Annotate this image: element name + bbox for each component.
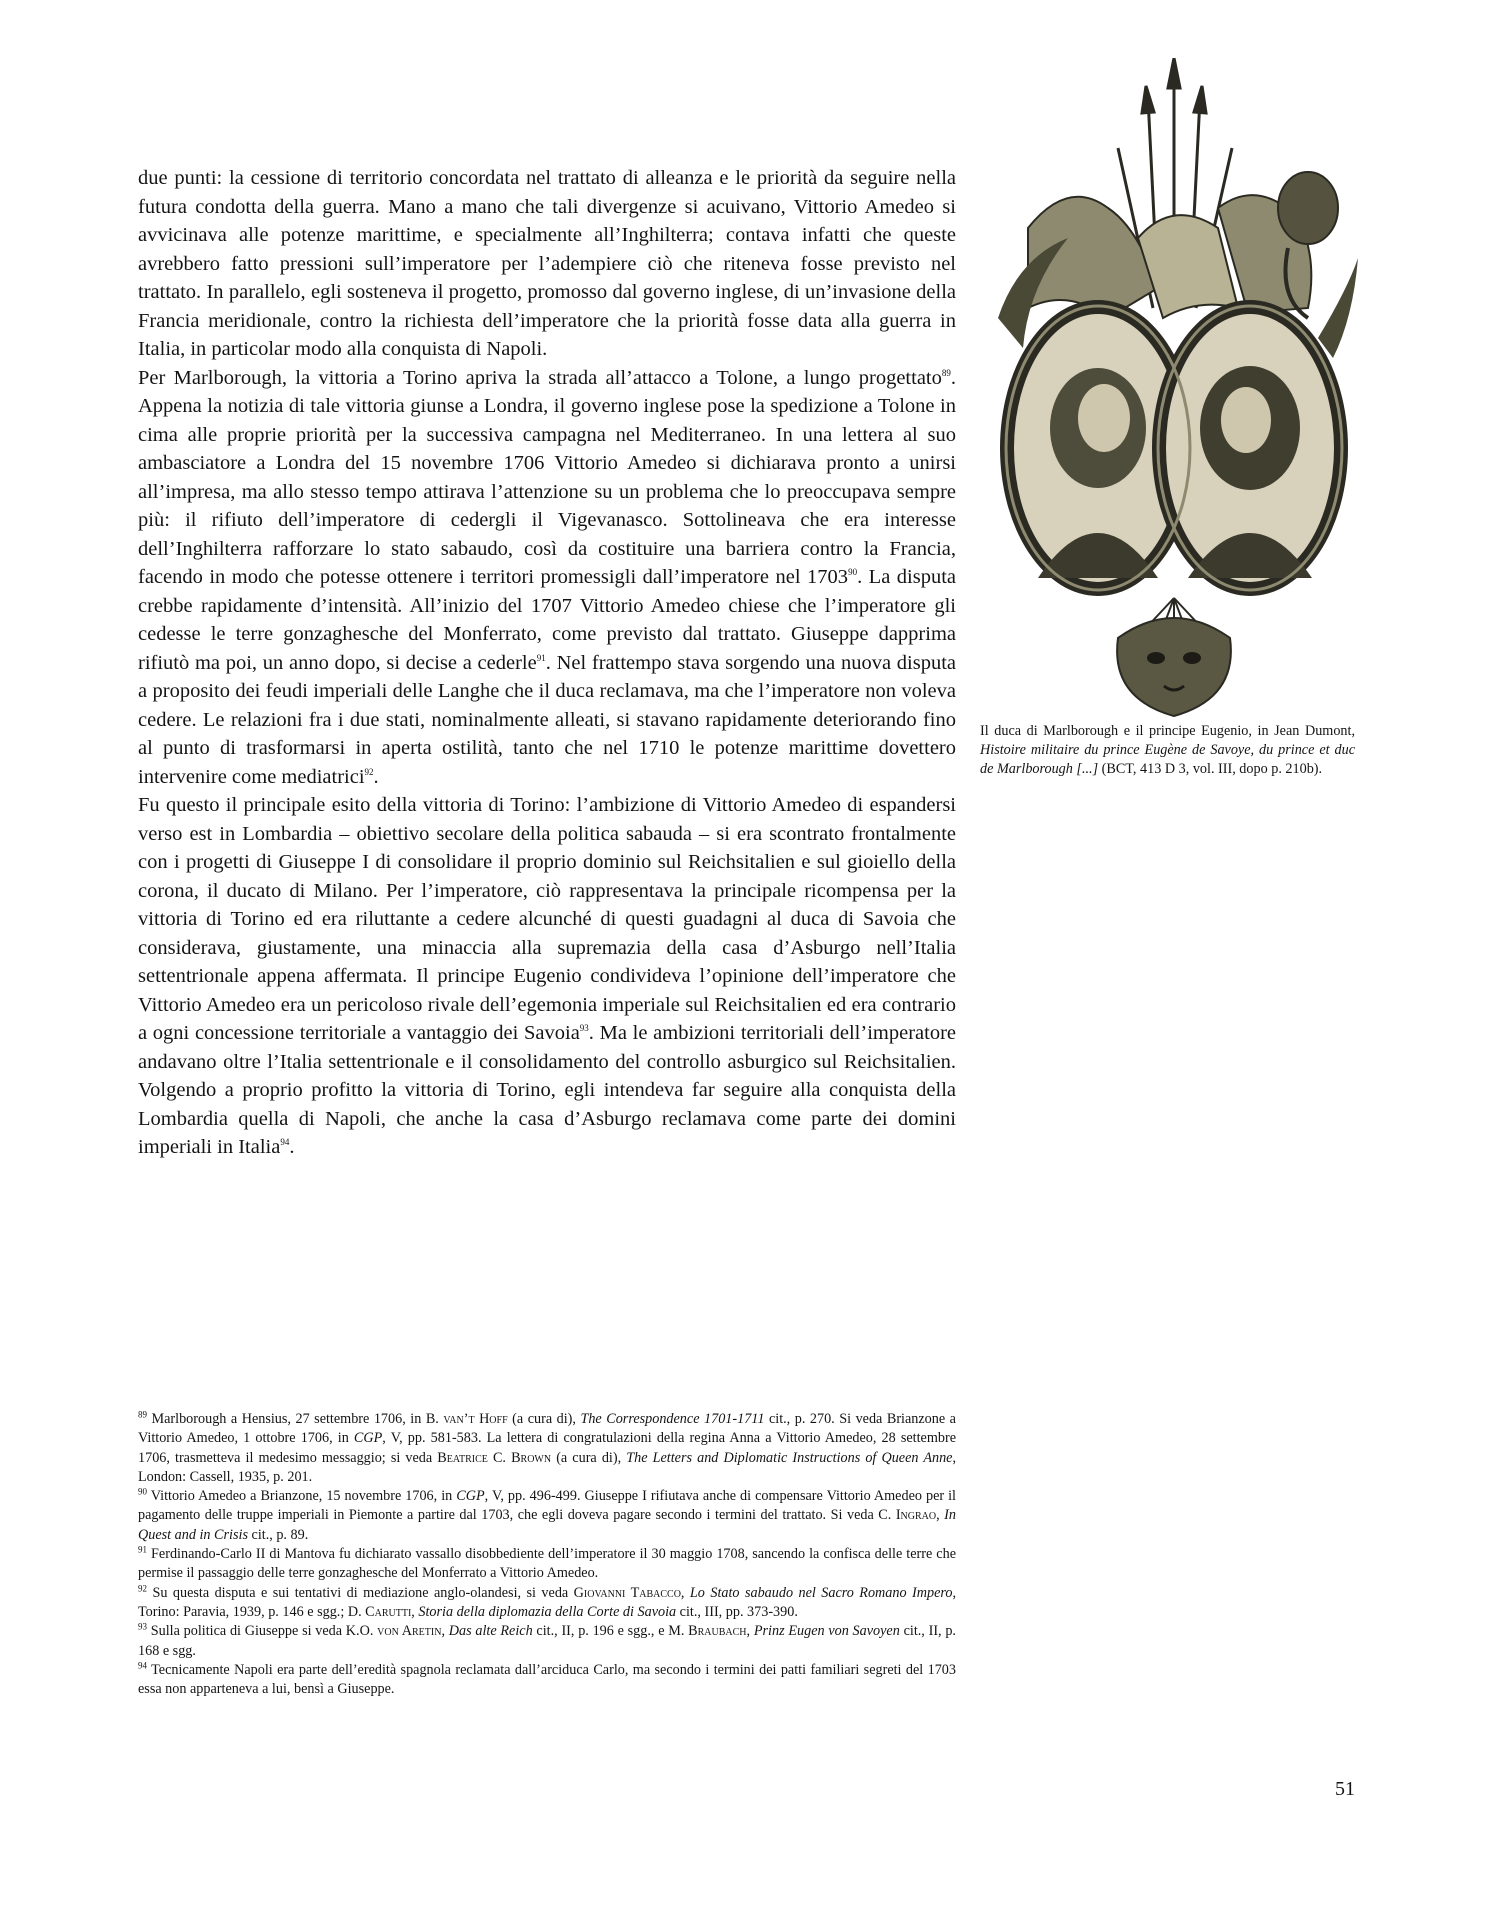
text-run: , bbox=[441, 1623, 449, 1640]
text-run: cit., III, pp. 373-390. bbox=[676, 1603, 798, 1620]
footnote-ref: 92 bbox=[364, 766, 374, 777]
text-run: , bbox=[746, 1623, 754, 1640]
text-run: (a cura di), bbox=[551, 1449, 627, 1466]
footnote-ref: 90 bbox=[848, 567, 858, 578]
author-name: Ingrao bbox=[895, 1507, 937, 1524]
author-name: Beatrice bbox=[437, 1449, 488, 1466]
text-run: Fu questo il principale esito della vittoria di Torino: l’ambizione di Vittorio Amedeo di espandersi verso est in Lombardia – obiettivo secolare della politica sabauda – si era scontrato frontalmente con i progetti di Giuseppe I di consolidare il proprio dominio sul Reichsitalien e sul gioiello della corona, il ducato di Milano. Per l’imperatore, ciò rappresentava la principale ricompensa per la vittoria di Torino ed era riluttante a cedere alcunché di questi guadagni al duca di Savoia che considerava, giustamente, una minaccia alla supremazia della casa d’Asburgo nell’Italia settentrionale appena affermata. Il principe Eugenio condivideva l’opinione dell’imperatore che Vittorio Amedeo era un pericoloso rivale dell’egemonia imperiale sul Reichsitalien ed era contrario a ogni concessione territoriale a vantaggio dei Savoia bbox=[138, 794, 956, 1044]
text-run: Il duca di Marlborough e il principe Eugenio, in Jean Dumont, bbox=[980, 723, 1355, 739]
author-name: Giovanni Tabacco bbox=[573, 1584, 681, 1601]
italic-text: CGP bbox=[456, 1488, 485, 1505]
footnote-ref: 94 bbox=[280, 1137, 290, 1148]
footnote bbox=[138, 1545, 956, 1584]
text-run: Sulla politica di Giuseppe si veda K.O. bbox=[147, 1623, 378, 1640]
footnote bbox=[138, 1622, 956, 1661]
figure-caption bbox=[980, 722, 1355, 779]
footnote-ref: 89 bbox=[941, 367, 951, 378]
text-run: , Torino: Paravia, 1939, p. 146 e sgg.; D. bbox=[138, 1584, 957, 1620]
text-run: cit., II, p. 168 e sgg. bbox=[138, 1623, 956, 1659]
text-run: (a cura di), bbox=[507, 1411, 581, 1427]
italic-text: The Letters and Diplomatic Instructions of Queen Anne bbox=[626, 1449, 953, 1466]
italic-text: Histoire militaire du prince Eugène de Savoye, du prince et duc de Marlborough [...] bbox=[980, 742, 1355, 777]
footnote-ref: 91 bbox=[536, 652, 546, 663]
italic-text: Lo Stato sabaudo nel Sacro Romano Impero bbox=[689, 1584, 953, 1601]
text-run: Per Marlborough, la vittoria a Torino apriva la strada all’attacco a Tolone, a lungo progettato bbox=[138, 366, 942, 389]
text-run: , bbox=[680, 1584, 690, 1601]
footnote-ref: 93 bbox=[138, 1621, 147, 1632]
text-run: . bbox=[289, 1136, 295, 1158]
italic-text: Storia della diplomazia della Corte di Savoia bbox=[418, 1603, 677, 1620]
paragraph bbox=[138, 791, 956, 1162]
text-run: , V, pp. 496-499. Giuseppe I rifiutava anche di compensare Vittorio Amedeo per il pagamento delle truppe imperiali in Piemonte a partire dal 1703, che egli doveva pagare secondo i termini del trattato. Si veda C. bbox=[138, 1488, 956, 1524]
author-name: van’t Hoff bbox=[443, 1411, 508, 1427]
footnote-ref: 93 bbox=[579, 1023, 589, 1034]
italic-text: The Correspondence 1701-1711 bbox=[580, 1411, 765, 1427]
text-run: , bbox=[936, 1507, 945, 1524]
text-run: Marlborough a Hensius, 27 settembre 1706, in B. bbox=[147, 1411, 444, 1427]
footnote-ref: 90 bbox=[138, 1486, 147, 1497]
text-run: Su questa disputa e sui tentativi di mediazione anglo-olandesi, si veda bbox=[147, 1584, 574, 1601]
italic-text: In Quest and in Crisis bbox=[138, 1507, 956, 1543]
italic-text: Prinz Eugen von Savoyen bbox=[753, 1623, 900, 1640]
text-run: cit., II, p. 196 e sgg., e M. bbox=[532, 1623, 689, 1640]
main-text bbox=[138, 164, 956, 1162]
footnote-ref: 92 bbox=[138, 1582, 147, 1593]
text-run: , bbox=[411, 1603, 419, 1620]
author-name: von Aretin bbox=[377, 1623, 442, 1640]
italic-text: Das alte Reich bbox=[448, 1623, 533, 1640]
author-name: Carutti bbox=[365, 1603, 412, 1620]
text-run: . Nel frattempo stava sorgendo una nuova disputa a proposito dei feudi imperiali delle Langhe che il duca reclamava, ma che l’imperatore non voleva cedere. Le relazioni fra i due stati, nominalmente alleati, si stavano rapidamente deteriorando fino al punto di trasformarsi in aperta ostilità, tanto che nel 1710 le potenze marittime dovettero intervenire come mediatrici bbox=[138, 651, 956, 788]
text-run: , V, pp. 581-583. La lettera di congratulazioni della regina Anna a Vittorio Amedeo, 28 settembre 1706, trasmetteva il medesimo messaggio; si veda bbox=[138, 1430, 956, 1466]
text-run: . La disputa crebbe rapidamente d’intensità. All’inizio del 1707 Vittorio Amedeo chiese che l’imperatore gli cedesse le terre gonzaghesche del Monferrato, come previsto dal trattato. Giuseppe dapprima rifiutò ma poi, un anno dopo, si decise a cederle bbox=[138, 566, 957, 674]
text-run: . bbox=[373, 765, 379, 788]
paragraph bbox=[138, 164, 956, 364]
text-run: cit., p. 89. bbox=[247, 1526, 309, 1543]
italic-text: CGP bbox=[353, 1430, 383, 1447]
paragraph bbox=[138, 364, 956, 792]
text-run: C. bbox=[487, 1449, 512, 1466]
text-run: Tecnicamente Napoli era parte dell’eredità spagnola reclamata dall’arciduca Carlo, ma secondo i termini dei patti familiari segreti del 1703 essa non apparteneva a lui, bensì a Giuseppe. bbox=[138, 1661, 956, 1698]
text-run: Vittorio Amedeo a Brianzone, 15 novembre 1706, in bbox=[147, 1488, 457, 1505]
author-name: Brown bbox=[511, 1449, 552, 1466]
footnote bbox=[138, 1487, 956, 1545]
footnote-ref: 89 bbox=[138, 1409, 147, 1420]
engraving-portraits-icon bbox=[988, 58, 1360, 718]
footnote bbox=[138, 1584, 956, 1623]
text-run: (BCT, 413 D 3, vol. III, dopo p. 210b). bbox=[1098, 761, 1323, 777]
author-name: Braubach bbox=[688, 1623, 747, 1640]
text-run: . Appena la notizia di tale vittoria giunse a Londra, il governo inglese pose la spedizione a Tolone in cima alle proprie priorità per la successiva campagna nel Mediterraneo. In una lettera al suo ambasciatore a Londra del 15 novembre 1706 Vittorio Amedeo si dichiarava pronto a unirsi all’impresa, ma allo stesso tempo attirava l’attenzione su un problema che lo preoccupava sempre più: il rifiuto dell’imperatore di cedergli il Vigevanasco. Sottolineava che era interesse dell’Inghilterra rafforzare lo stato sabaudo, così da costituire una barriera contro la Francia, facendo in modo che potesse ottenere i territori promessigli dall’imperatore nel 1703 bbox=[138, 366, 956, 588]
footnote bbox=[138, 1410, 956, 1487]
page-number: 51 bbox=[1335, 1778, 1355, 1800]
footnote-ref: 91 bbox=[138, 1544, 147, 1555]
text-run: due punti: la cessione di territorio concordata nel trattato di alleanza e le priorità da seguire nella futura condotta della guerra. Mano a mano che tali divergenze si acuivano, Vittorio Amedeo si avvicinava alle potenze marittime, e specialmente all’Inghilterra; contava infatti che queste avrebbero fatto pressioni sull’imperatore per l’adempiere ciò che riteneva fosse previsto nel trattato. In parallelo, egli sosteneva il progetto, promosso dal governo inglese, di un’invasione della Francia meridionale, contro la richiesta dell’imperatore che la priorità fosse data alla guerra in Italia, in particolar modo alla conquista di Napoli. bbox=[138, 167, 956, 360]
footnote-ref: 94 bbox=[138, 1660, 147, 1671]
footnotes bbox=[138, 1410, 956, 1699]
footnote bbox=[138, 1661, 956, 1700]
text-run: . Ma le ambizioni territoriali dell’imperatore andavano oltre l’Italia settentrionale e il consolidamento del controllo asburgico sul Reichsitalien. Volgendo a proprio profitto la vittoria di Torino, egli intendeva far seguire alla conquista della Lombardia quella di Napoli, che anche la casa d’Asburgo reclamava come parte dei domini imperiali in Italia bbox=[138, 1022, 956, 1158]
text-run: cit., p. 270. Si veda Brianzone a Vittorio Amedeo, 1 ottobre 1706, in bbox=[138, 1411, 956, 1447]
text-run: Ferdinando-Carlo II di Mantova fu dichiarato vassallo disobbediente dell’imperatore il 30 maggio 1708, sancendo la confisca delle terre che permise il passaggio delle terre gonzaghesche del Monferrato a Vittorio Amedeo. bbox=[138, 1546, 956, 1582]
text-run: , London: Cassell, 1935, p. 201. bbox=[138, 1449, 957, 1485]
